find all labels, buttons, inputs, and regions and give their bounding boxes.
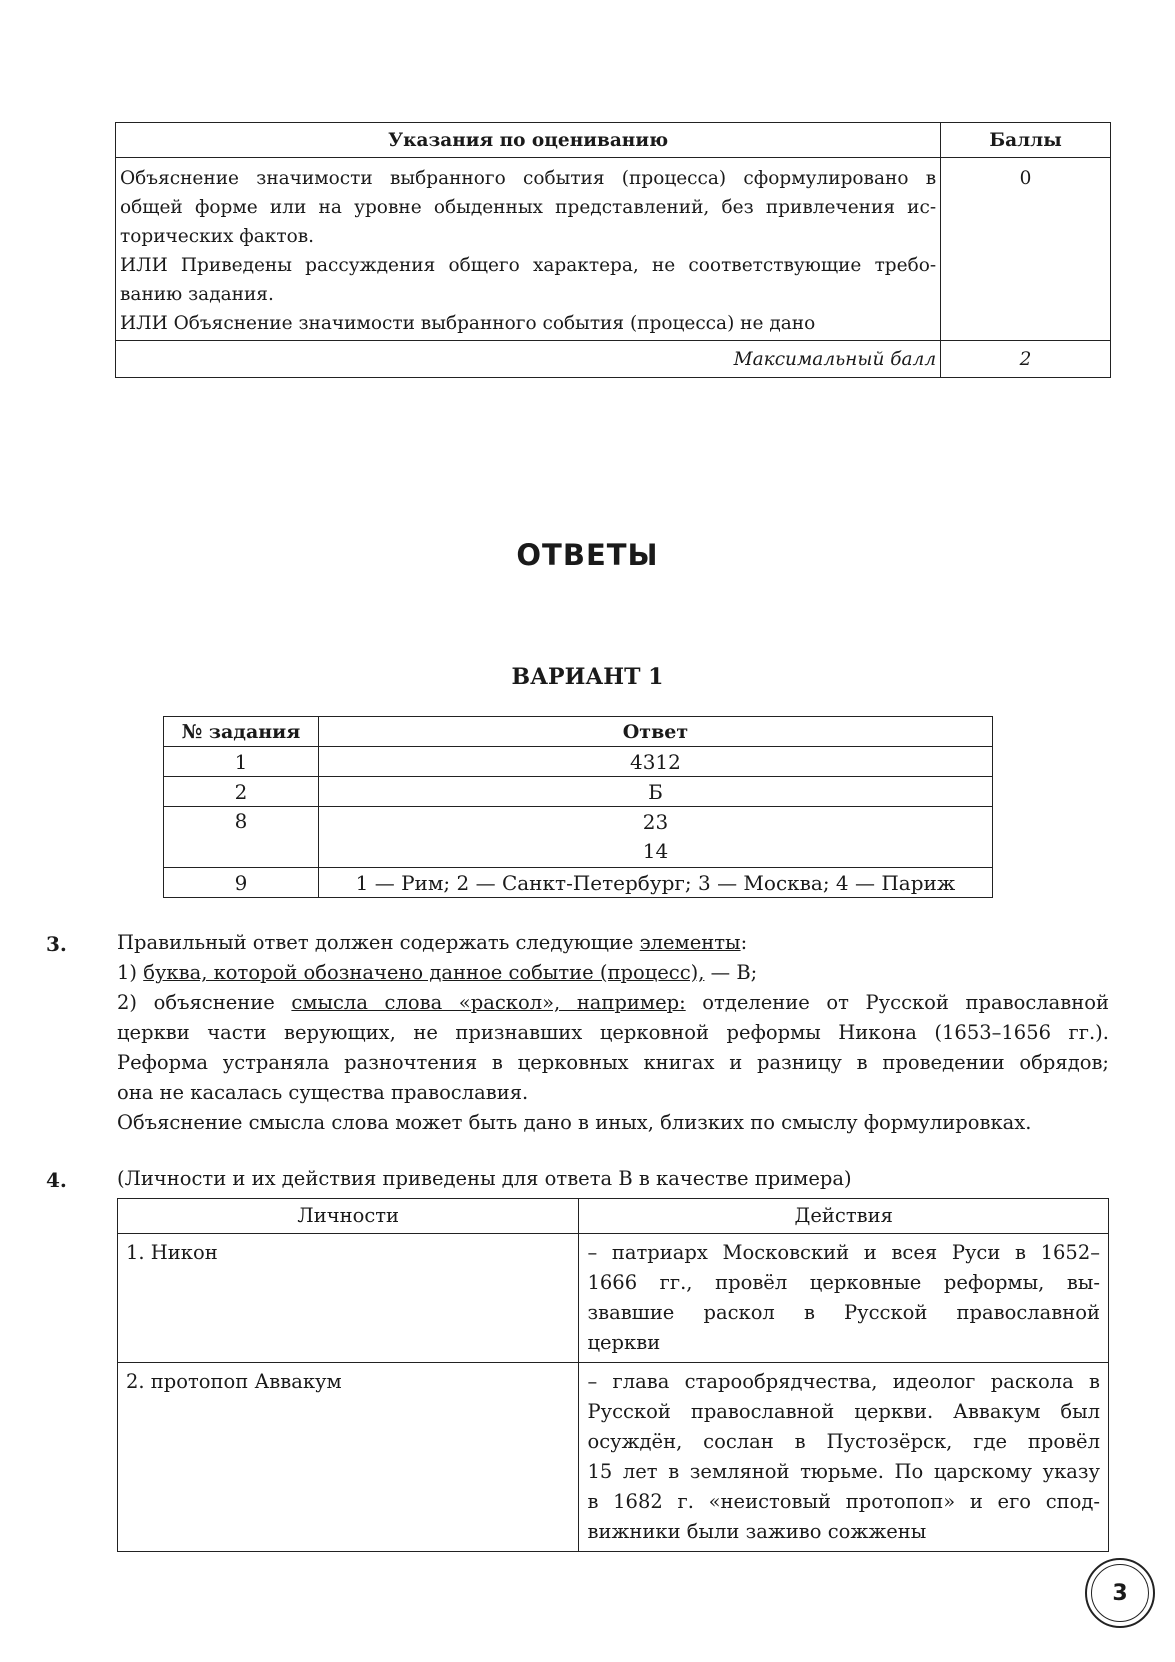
task-number: 1	[164, 747, 319, 777]
persons-table	[117, 1198, 1109, 1552]
action-line: церкви	[587, 1331, 661, 1354]
action-line: 15 лет в земляной тюрьме. По царскому указу	[587, 1460, 1100, 1483]
page-number-badge	[1085, 1558, 1155, 1628]
criteria-line: общей форме или на уровне обыденных представлений, без привлечения ис-	[120, 197, 937, 218]
task-answer: 1 — Рим; 2 — Санкт-Петербург; 3 — Москва; 4 — Париж	[318, 868, 992, 898]
q4-number: 4.	[46, 1168, 67, 1192]
variant-heading: ВАРИАНТ 1	[511, 664, 664, 690]
q3-body	[117, 928, 1109, 1138]
q3-item2-line: церкви части верующих, не признавших церковной реформы Никона (1653–1656 гг.).	[117, 1021, 1109, 1044]
q4-intro: (Личности и их действия приведены для ответа В в качестве примера)	[117, 1167, 852, 1190]
q3-item1-underlined: буква, которой обозначено данное событие (процесс),	[143, 961, 705, 984]
action-line: – глава старообрядчества, идеолог раскола в	[587, 1370, 1100, 1393]
person-action	[579, 1363, 1109, 1552]
q3-item2	[117, 988, 1109, 1018]
scoring-header-criteria: Указания по оцениванию	[116, 123, 941, 158]
person-action	[579, 1234, 1109, 1363]
action-line: звавшие раскол в Русской православной	[587, 1301, 1100, 1324]
action-line: осуждён, сослан в Пустозёрск, где провёл	[587, 1430, 1100, 1453]
q3-item2-line: Реформа устраняла разночтения в церковных книгах и разницу в проведении обрядов;	[117, 1051, 1109, 1074]
q3-intro-colon: :	[740, 931, 748, 954]
q3-item2-underlined: смысла слова «раскол», например:	[291, 991, 686, 1014]
person-name: 1. Никон	[118, 1234, 579, 1363]
table-row	[118, 1363, 1109, 1552]
action-line: в 1682 г. «неистовый протопоп» и его спод-	[587, 1490, 1100, 1513]
persons-header-person: Личности	[118, 1199, 579, 1234]
action-line: вижники были заживо сожжены	[587, 1520, 927, 1543]
table-row	[118, 1234, 1109, 1363]
answers-heading: ОТВЕТЫ	[516, 538, 659, 572]
q3-item2-line: она не касалась существа православия.	[117, 1081, 529, 1104]
q3-number: 3.	[46, 932, 67, 956]
scoring-points-cell: 0	[941, 158, 1111, 341]
q3-intro-text: Правильный ответ должен содержать следующие	[117, 931, 640, 954]
task-number: 9	[164, 868, 319, 898]
max-score-value: 2	[941, 341, 1111, 378]
table-row	[164, 807, 993, 868]
q3-item2-text: отделение от Русской православной	[685, 991, 1109, 1014]
task-answer-line: 23	[642, 810, 669, 834]
table-row	[164, 777, 993, 807]
page-number: 3	[1091, 1564, 1149, 1622]
q3-intro-underlined: элементы	[639, 931, 741, 954]
answers-table	[163, 716, 993, 898]
task-answer: 4312	[318, 747, 992, 777]
criteria-line: ИЛИ Приведены рассуждения общего характера, не соответствующие требо-	[120, 255, 937, 276]
answers-header-task: № задания	[164, 717, 319, 747]
action-line: 1666 гг., провёл церковные реформы, вы-	[587, 1271, 1100, 1294]
q3-item1	[117, 958, 1109, 988]
q3-item1-num: 1)	[117, 961, 144, 984]
scoring-header-points: Баллы	[941, 123, 1111, 158]
action-line: Русской православной церкви. Аввакум был	[587, 1400, 1100, 1423]
table-row	[164, 868, 993, 898]
action-line: – патриарх Московский и всея Руси в 1652–	[587, 1241, 1100, 1264]
person-name: 2. протопоп Аввакум	[118, 1363, 579, 1552]
task-answer-line: 14	[642, 839, 669, 863]
q3-intro	[117, 928, 1109, 958]
answers-header-answer: Ответ	[318, 717, 992, 747]
task-answer	[318, 807, 992, 868]
scoring-table	[115, 122, 1111, 378]
q3-note: Объяснение смысла слова может быть дано в иных, близких по смыслу формулировках.	[117, 1111, 1032, 1134]
q3-item1-answer: — В;	[704, 961, 758, 984]
q3-item2-num: 2) объяснение	[117, 991, 292, 1014]
criteria-line: ванию задания.	[120, 284, 274, 305]
criteria-line: Объяснение значимости выбранного события (процесса) сформулировано в	[120, 168, 937, 189]
table-row	[164, 747, 993, 777]
task-answer: Б	[318, 777, 992, 807]
criteria-line: ИЛИ Объяснение значимости выбранного события (процесса) не дано	[120, 313, 816, 334]
max-score-label: Максимальный балл	[116, 341, 941, 378]
criteria-line: торических фактов.	[120, 226, 315, 247]
scoring-criteria-cell	[116, 158, 941, 341]
task-number: 8	[164, 807, 319, 868]
task-number: 2	[164, 777, 319, 807]
persons-header-action: Действия	[579, 1199, 1109, 1234]
